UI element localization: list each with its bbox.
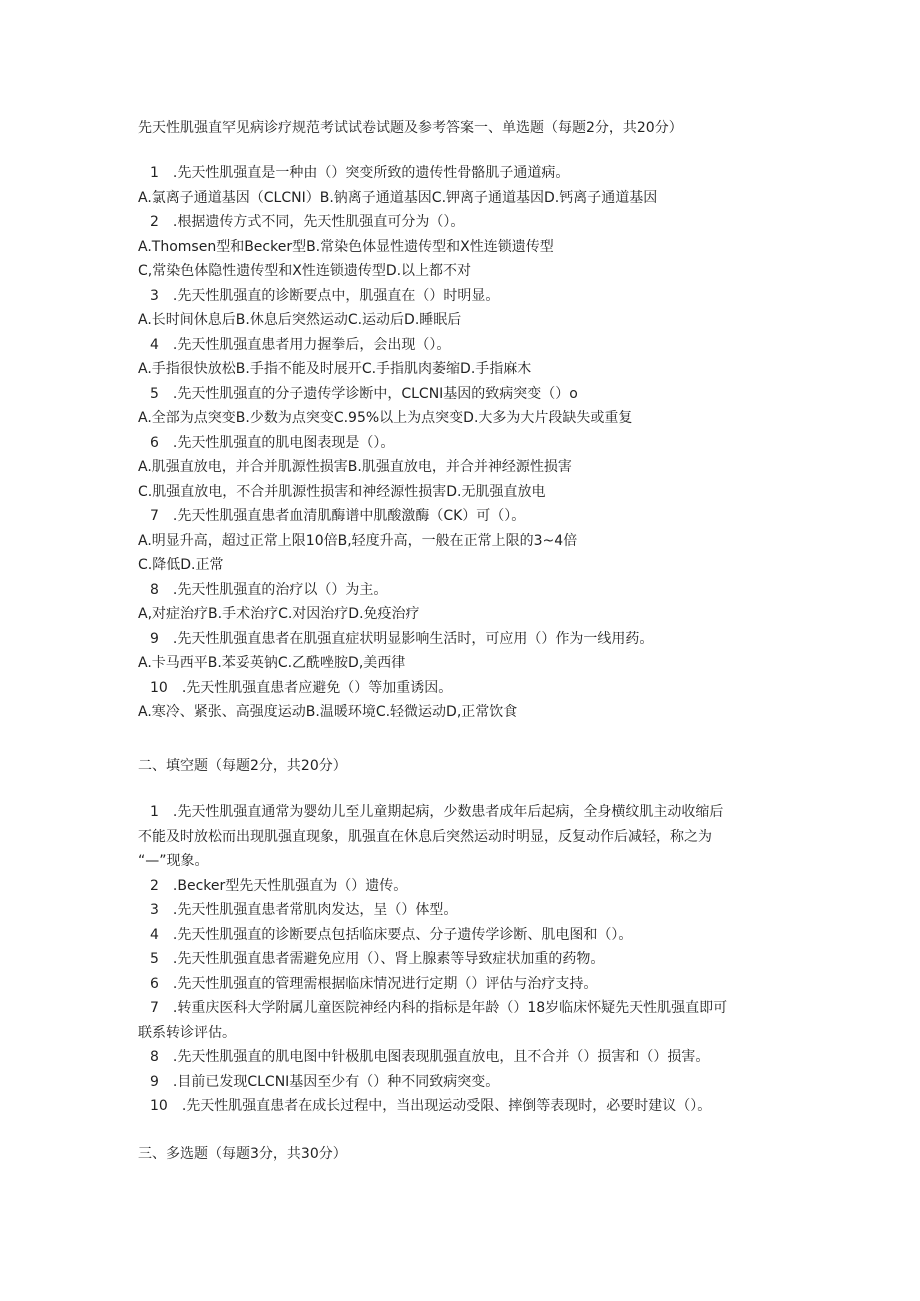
question-5-options: A.全部为点突变B.少数为点突变C.95%以上为点突变D.大多为大片段缺失或重复 [138,410,633,426]
question-8: 8 .先天性肌强直的治疗以（）为主。 [150,581,388,598]
document-title: 先天性肌强直罕见病诊疗规范考试试卷试题及参考答案一、单选题（每题2分，共20分） [138,120,683,136]
fill-blank-section [138,800,798,1119]
fill-item-10: 10 .先天性肌强直患者在成长过程中，当出现运动受限、摔倒等表现时，必要时建议（）。 [150,1098,712,1114]
question-6-options: A.肌强直放电，并合并肌源性损害B.肌强直放电，并合并神经源性损害 [138,459,572,475]
fill-item-8: 8 .先天性肌强直的肌电图中针极肌电图表现肌强直放电，且不合并（）损害和（）损害。 [150,1049,710,1065]
fill-item-7: 7 .转重庆医科大学附属儿童医院神经内科的指标是年龄（）18岁临床怀疑先天性肌强直即可 [150,1000,728,1016]
question-1-options: A.氯离子通道基因（CLCNI）B.钠离子通道基因C.钾离子通道基因D.钙离子通道基因 [138,189,658,206]
fill-item-1: 不能及时放松而出现肌强直现象，肌强直在休息后突然运动时明显，反复动作后减轻，称之为 [138,828,712,845]
question-6: 6 .先天性肌强直的肌电图表现是（）。 [150,434,395,451]
multi-choice-heading: 三、多选题（每题3分，共30分） [138,1146,347,1162]
question-4: 4 .先天性肌强直患者用力握拳后，会出现（）。 [150,336,451,353]
question-2-options: C,常染色体隐性遗传型和X性连锁遗传型D.以上都不对 [138,263,472,279]
question-8-options: A,对症治疗B.手术治疗C.对因治疗D.免疫治疗 [138,606,420,622]
question-10-options: A.寒冷、紧张、高强度运动B.温暖环境C.轻微运动D,正常饮食 [138,704,518,720]
fill-item-4: 4 .先天性肌强直的诊断要点包括临床要点、分子遗传学诊断、肌电图和（）。 [150,926,633,943]
single-choice-section [138,161,798,725]
question-5: 5 .先天性肌强直的分子遗传学诊断中，CLCNI基因的致病突变（）o [150,385,578,402]
question-6-options: C.肌强直放电，不合并肌源性损害和神经源性损害D.无肌强直放电 [138,483,546,500]
question-2: 2 .根据遗传方式不同，先天性肌强直可分为（）。 [150,214,465,230]
fill-item-1: 1 .先天性肌强直通常为婴幼儿至儿童期起病，少数患者成年后起病，全身横纹肌主动收缩后 [150,804,724,820]
fill-item-3: 3 .先天性肌强直患者常肌肉发达，呈（）体型。 [150,902,458,918]
fill-item-6: 6 .先天性肌强直的管理需根据临床情况进行定期（）评估与治疗支持。 [150,975,598,992]
fill-item-2: 2 .Becker型先天性肌强直为（）遗传。 [150,877,408,894]
question-7-options: A.明显升高，超过正常上限10倍B,轻度升高，一般在正常上限的3~4倍 [138,532,578,549]
question-9-options: A.卡马西平B.苯妥英钠C.乙酰唑胺D,美西律 [138,655,406,671]
question-1: 1 .先天性肌强直是一种由（）突变所致的遗传性骨骼肌子通道病。 [150,165,570,181]
question-4-options: A.手指很快放松B.手指不能及时展开C.手指肌肉萎缩D.手指麻木 [138,361,532,377]
question-10: 10 .先天性肌强直患者应避免（）等加重诱因。 [150,679,453,696]
question-7-options: C.降低D.正常 [138,557,224,573]
question-3-options: A.长时间休息后B.休息后突然运动C.运动后D.睡眠后 [138,312,462,328]
fill-blank-heading: 二、填空题（每题2分，共20分） [138,758,347,774]
fill-item-1: “—”现象。 [138,853,209,869]
question-7: 7 .先天性肌强直患者血清肌酶谱中肌酸激酶（CK）可（）。 [150,508,526,524]
fill-item-7: 联系转诊评估。 [138,1024,236,1041]
fill-item-5: 5 .先天性肌强直患者需避免应用（）、肾上腺素等导致症状加重的药物。 [150,951,605,967]
question-9: 9 .先天性肌强直患者在肌强直症状明显影响生活时，可应用（）作为一线用药。 [150,630,654,647]
question-2-options: A.Thomsen型和Becker型B.常染色体显性遗传型和X性连锁遗传型 [138,238,554,255]
question-3: 3 .先天性肌强直的诊断要点中，肌强直在（）时明显。 [150,287,500,304]
fill-item-9: 9 .目前已发现CLCNI基因至少有（）种不同致病突变。 [150,1073,500,1090]
